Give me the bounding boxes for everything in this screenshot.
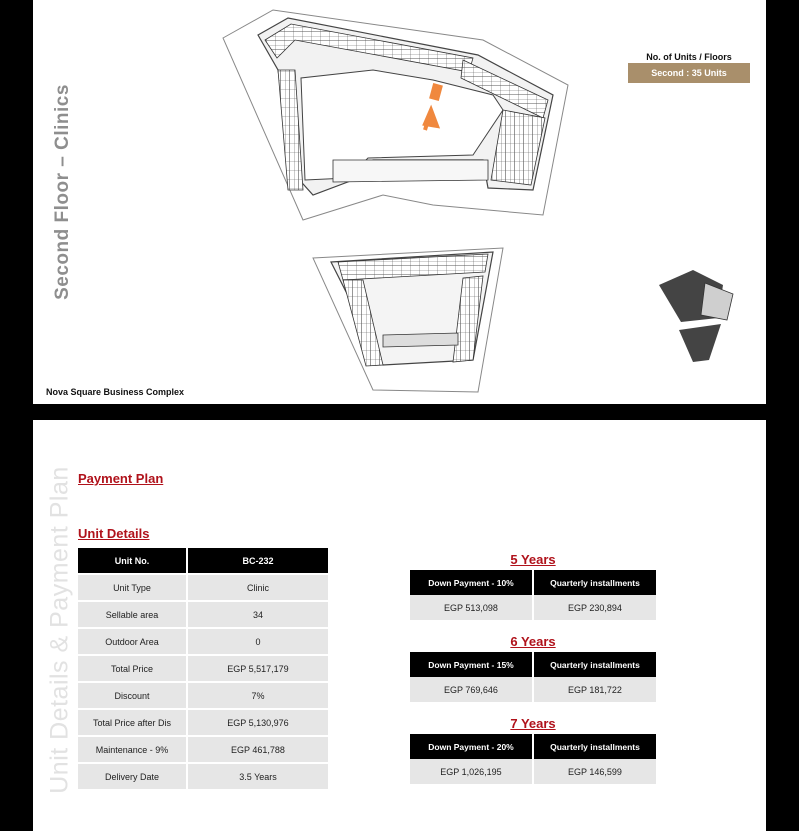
plan-7-years — [410, 716, 656, 784]
table-cell-value: 7% — [186, 683, 328, 708]
down-payment-value: EGP 513,098 — [410, 595, 532, 620]
table-cell-value: EGP 461,788 — [186, 737, 328, 762]
quarterly-value: EGP 181,722 — [534, 677, 656, 702]
table-cell-value: Clinic — [186, 575, 328, 600]
quarterly-value: EGP 146,599 — [534, 759, 656, 784]
upper-building — [223, 10, 568, 220]
plan-6-years — [410, 634, 656, 702]
table-cell-label: Unit No. — [78, 548, 186, 573]
plan-value-row — [410, 595, 656, 620]
table-cell-value: 0 — [186, 629, 328, 654]
table-cell-label: Discount — [78, 683, 186, 708]
plan-value-row — [410, 677, 656, 702]
table-cell-value: BC-232 — [186, 548, 328, 573]
unit-details-heading: Unit Details — [78, 526, 150, 541]
table-cell-label: Unit Type — [78, 575, 186, 600]
quarterly-label: Quarterly installments — [534, 570, 656, 595]
table-row — [78, 602, 328, 627]
table-cell-value: 3.5 Years — [186, 764, 328, 789]
plan-header-row — [410, 652, 656, 677]
payment-plan-heading: Payment Plan — [78, 471, 164, 486]
units-badge: Second : 35 Units — [628, 63, 750, 83]
down-payment-label: Down Payment - 10% — [410, 570, 532, 595]
plan-title: 5 Years — [510, 552, 556, 567]
table-cell-label: Total Price after Dis — [78, 710, 186, 735]
quarterly-value: EGP 230,894 — [534, 595, 656, 620]
section-title-text: Unit Details & Payment Plan — [45, 466, 74, 794]
table-cell-value: EGP 5,130,976 — [186, 710, 328, 735]
down-payment-label: Down Payment - 20% — [410, 734, 532, 759]
unit-details-table — [78, 546, 328, 791]
plan-header-row — [410, 734, 656, 759]
table-header-row — [78, 548, 328, 573]
floor-title-text: Second Floor – Clinics — [52, 84, 73, 300]
payment-plan-page — [33, 420, 766, 831]
lower-building — [313, 248, 503, 392]
quarterly-label: Quarterly installments — [534, 734, 656, 759]
units-label: No. of Units / Floors — [646, 52, 732, 62]
table-cell-label: Maintenance - 9% — [78, 737, 186, 762]
plan-title: 7 Years — [510, 716, 556, 731]
table-row — [78, 629, 328, 654]
table-cell-label: Delivery Date — [78, 764, 186, 789]
table-cell-label: Total Price — [78, 656, 186, 681]
table-cell-value: EGP 5,517,179 — [186, 656, 328, 681]
table-cell-value: 34 — [186, 602, 328, 627]
project-name: Nova Square Business Complex — [46, 387, 185, 397]
table-row — [78, 683, 328, 708]
table-row — [78, 737, 328, 762]
down-payment-label: Down Payment - 15% — [410, 652, 532, 677]
plan-5-years — [410, 552, 656, 620]
plan-value-row — [410, 759, 656, 784]
table-cell-label: Outdoor Area — [78, 629, 186, 654]
down-payment-value: EGP 769,646 — [410, 677, 532, 702]
table-row — [78, 575, 328, 600]
table-cell-label: Sellable area — [78, 602, 186, 627]
floor-plan-page — [33, 0, 766, 404]
quarterly-label: Quarterly installments — [534, 652, 656, 677]
down-payment-value: EGP 1,026,195 — [410, 759, 532, 784]
table-row — [78, 764, 328, 789]
table-row — [78, 656, 328, 681]
table-row — [78, 710, 328, 735]
key-plan — [659, 270, 733, 362]
plan-title: 6 Years — [510, 634, 556, 649]
plan-header-row — [410, 570, 656, 595]
